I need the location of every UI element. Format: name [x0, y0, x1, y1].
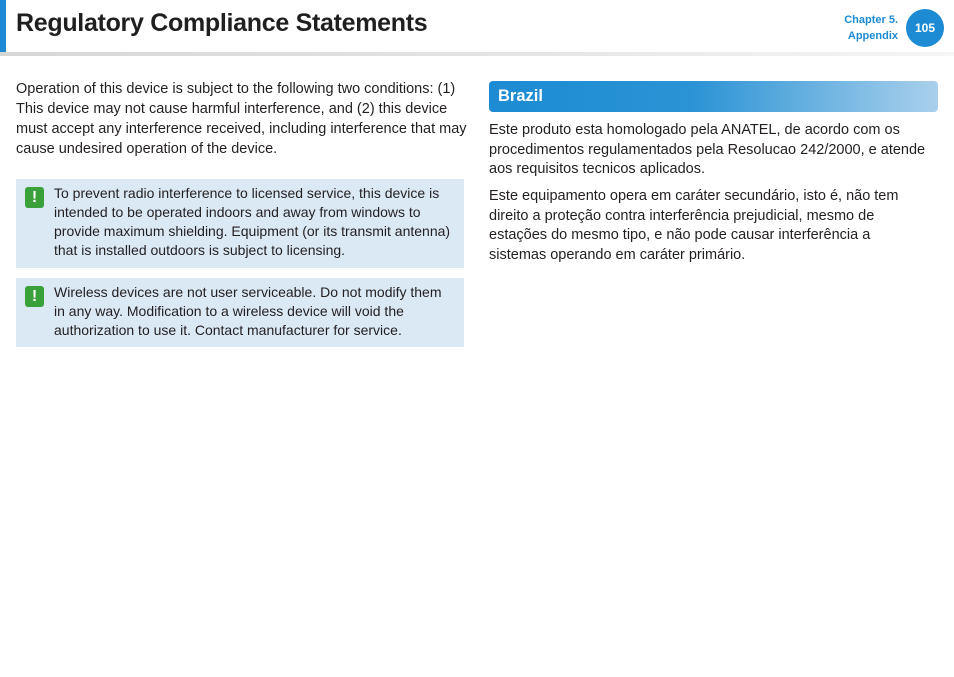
section-title: Brazil	[498, 87, 543, 105]
notice-text: To prevent radio interference to licensed service, this device is intended to be operated indoors and away from windows to provide maximum shielding. Equipment (or its transmit antenna) that is installed outdoors is subject to licensing.	[54, 185, 451, 258]
exclamation-icon: !	[25, 286, 44, 307]
exclamation-icon: !	[25, 187, 44, 208]
brazil-paragraph-1: Este produto esta homologado pela ANATEL, de acordo com os procedimentos regulamentados pela Resolucao 242/2000, e atende aos requisitos tecnicos aplicados.	[489, 122, 926, 177]
notice-box-indoor	[16, 179, 464, 268]
header-divider	[0, 52, 954, 56]
page-header	[0, 0, 954, 56]
chapter-name: Appendix	[847, 30, 898, 42]
notice-text: Wireless devices are not user serviceable. Do not modify them in any way. Modification to a wireless device will void the authorization to use it. Contact manufacturer for service.	[54, 284, 442, 338]
section-header-brazil	[489, 81, 938, 112]
brazil-paragraph-2: Este equipamento opera em caráter secundário, isto é, não tem direito a proteção contra interferência prejudicial, mesmo de estações do mesmo tipo, e não pode causar interferência a sistemas operando em caráter primário.	[489, 188, 899, 263]
notice-box-service	[16, 278, 464, 347]
page-title: Regulatory Compliance Statements	[16, 9, 428, 37]
chapter-label	[844, 12, 898, 44]
header-accent-bar	[0, 0, 6, 52]
chapter-number: Chapter 5.	[844, 14, 898, 26]
intro-paragraph: Operation of this device is subject to the following two conditions: (1) This device may not cause harmful interference, and (2) this device must accept any interference received, including interference that may cause undesired operation of the device.	[16, 81, 467, 157]
page-number-badge: 105	[906, 9, 944, 47]
